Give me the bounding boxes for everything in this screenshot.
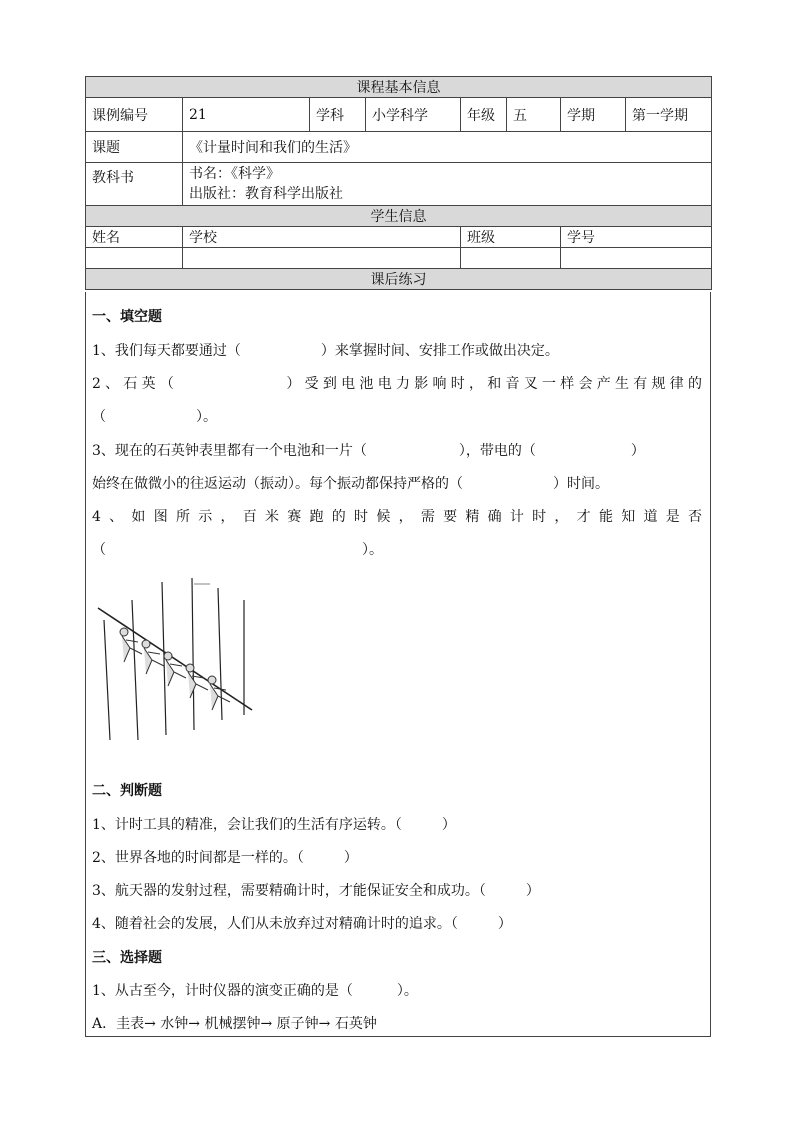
- course-info-header: 课程基本信息: [86, 77, 712, 98]
- subject-value: 小学科学: [366, 98, 461, 132]
- j4-text: 4、随着社会的发展，人们从未放弃过对精确计时的追求。（: [92, 916, 458, 932]
- subject-label: 学科: [310, 98, 366, 132]
- judge-4: [92, 913, 702, 933]
- question-4-line-2: [92, 539, 702, 559]
- topic-label: 课题: [86, 132, 183, 163]
- judge-1: [92, 814, 702, 834]
- j1-end: ）: [441, 817, 456, 833]
- c1-text: 1、从古至今，计时仪器的演变正确的是（: [92, 983, 353, 999]
- j4-end: ）: [497, 916, 512, 932]
- exercise-section: [85, 292, 711, 1037]
- j2-end: ）: [343, 850, 358, 866]
- judge-3: [92, 880, 702, 900]
- q4-text-b: （: [92, 542, 106, 558]
- textbook-info: [183, 163, 712, 206]
- judge-2: [92, 847, 702, 867]
- j2-text: 2、世界各地的时间都是一样的。（: [92, 850, 304, 866]
- class-field[interactable]: [461, 248, 561, 269]
- course-info-table: [85, 76, 712, 290]
- course-id-value: 21: [183, 98, 310, 132]
- course-id-label: 课例编号: [86, 98, 183, 132]
- term-value: 第一学期: [626, 98, 712, 132]
- class-label: 班级: [461, 227, 561, 248]
- j1-text: 1、计时工具的精准，会让我们的生活有序运转。（: [92, 817, 402, 833]
- student-info-header: 学生信息: [86, 206, 712, 227]
- question-3-line-1: [92, 440, 702, 460]
- c1-end: ）。: [396, 983, 418, 999]
- question-2-line-1: [92, 373, 702, 393]
- j3-end: ）: [525, 883, 540, 899]
- term-label: 学期: [561, 98, 626, 132]
- publisher: 出版社：教育科学出版社: [189, 186, 343, 202]
- q1-text-b: ）来掌握时间、安排工作或做出决定。: [320, 343, 559, 359]
- number-field[interactable]: [561, 248, 712, 269]
- grade-value: 五: [507, 98, 561, 132]
- q2-text-c: （: [92, 409, 106, 425]
- q2-text-b: ）受到电池电力影响时，和音叉一样会产生有规律的: [282, 376, 702, 392]
- choice-1: [92, 980, 702, 1000]
- topic-value: 《计量时间和我们的生活》: [183, 132, 712, 163]
- school-field[interactable]: [183, 248, 461, 269]
- question-3-line-2: [92, 473, 702, 493]
- number-label: 学号: [561, 227, 712, 248]
- j3-text: 3、航天器的发射过程，需要精确计时，才能保证安全和成功。（: [92, 883, 486, 899]
- exercise-header: 课后练习: [86, 269, 712, 290]
- q3-text-a: 3、现在的石英钟表里都有一个电池和一片（: [92, 443, 367, 459]
- q3-text-d: 始终在做微小的往返运动（振动）。每个振动都保持严格的（: [92, 476, 463, 492]
- school-label: 学校: [183, 227, 461, 248]
- question-4-line-1: 4、如图所示，百米赛跑的时候，需要精确计时，才能知道是否: [92, 509, 702, 525]
- section-true-false-title: 二、判断题: [92, 783, 162, 799]
- choice-1-option-a[interactable]: A．圭表→ 水钟→ 机械摆钟→ 原子钟→ 石英钟: [92, 1016, 377, 1032]
- q4-text-c: ）。: [362, 542, 383, 558]
- q3-text-e: ）时间。: [553, 476, 609, 492]
- grade-label: 年级: [461, 98, 507, 132]
- book-name: 书名：《科学》: [189, 166, 280, 182]
- sprint-race-image: [94, 570, 254, 750]
- name-field[interactable]: [86, 248, 183, 269]
- question-1: [92, 340, 702, 360]
- q1-text-a: 1、我们每天都要通过（: [92, 343, 241, 359]
- q2-text-d: ）。: [196, 409, 217, 425]
- textbook-label: 教科书: [86, 163, 183, 206]
- section-fill-blank-title: 一、填空题: [92, 309, 162, 325]
- q3-text-b: ），带电的（: [458, 443, 536, 459]
- q3-text-c: ）: [630, 443, 645, 459]
- section-choice-title: 三、选择题: [92, 950, 162, 966]
- q2-text-a: 2、石英（: [92, 376, 179, 392]
- question-2-line-2: [92, 406, 702, 426]
- name-label: 姓名: [86, 227, 183, 248]
